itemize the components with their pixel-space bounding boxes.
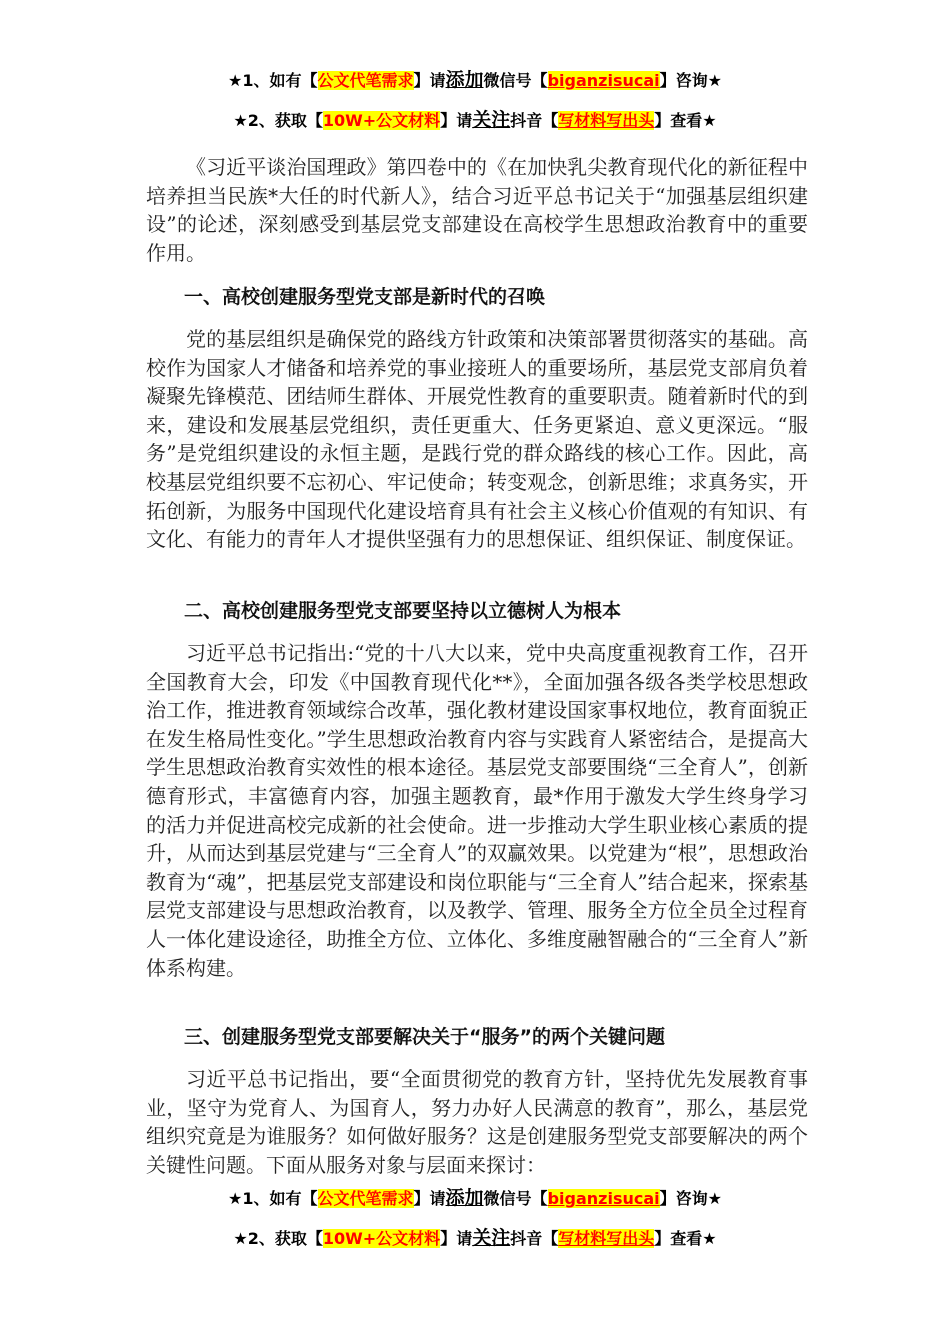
highlight-text: 10W+公文材料 [322, 1229, 441, 1248]
emphasis-text: 关注 [472, 109, 511, 131]
banner-text: 抖音【 [510, 1229, 559, 1248]
section-heading-3: 三、创建服务型党支部要解决关于“服务”的两个关键问题 [184, 1026, 665, 1048]
wechat-id-highlight: biganzisucai [547, 71, 660, 90]
section-heading-1: 一、高校创建服务型党支部是新时代的召唤 [184, 286, 546, 308]
banner-text: 】请 [440, 1229, 473, 1248]
promo-banner-bottom-line2 [0, 1226, 950, 1251]
section-paragraph-3: 习近平总书记指出，要“全面贯彻党的教育方针，坚持优先发展教育事业，坚守为党育人、为国育人，努力办好人民满意的教育”，那么，基层党组织究竟是为谁服务？如何做好服务？这是创建服务型党支部要解决的两个关键性问题。下面从服务对象与层面来探讨： [146, 1067, 808, 1177]
section-heading-2: 二、高校创建服务型党支部要坚持以立德树人为根本 [184, 600, 622, 622]
banner-text: 】查看★ [654, 1229, 717, 1248]
douyin-id-highlight: 写材料写出头 [558, 111, 655, 130]
banner-text: 】请 [413, 1189, 446, 1208]
banner-text: 】请 [440, 111, 473, 130]
banner-text: 】咨询★ [659, 71, 722, 90]
banner-text: 】咨询★ [659, 1189, 722, 1208]
banner-text: ★2、获取【 [233, 111, 323, 130]
promo-banner-top-line2 [0, 108, 950, 133]
promo-banner-bottom-line1 [0, 1186, 950, 1211]
banner-text: 抖音【 [510, 111, 559, 130]
promo-banner-top-line1 [0, 68, 950, 93]
highlight-text: 10W+公文材料 [322, 111, 441, 130]
emphasis-text: 关注 [472, 1227, 511, 1249]
banner-text: 】查看★ [654, 111, 717, 130]
wechat-id-highlight: biganzisucai [547, 1189, 660, 1208]
emphasis-text: 添加 [445, 69, 484, 91]
banner-text: ★1、如有【 [228, 1189, 318, 1208]
banner-text: 微信号【 [483, 1189, 548, 1208]
banner-text: ★2、获取【 [233, 1229, 323, 1248]
section-paragraph-1: 党的基层组织是确保党的路线方针政策和决策部署贯彻落实的基础。高校作为国家人才储备和培养党的事业接班人的重要场所，基层党支部肩负着凝聚先锋模范、团结师生群体、开展党性教育的重要职责。随着新时代的到来，建设和发展基层党组织，责任更重大、任务更紧迫、意义更深远。“服务”是党组织建设的永恒主题，是践行党的群众路线的核心工作。因此，高校基层党组织要不忘初心、牢记使命；转变观念，创新思维；求真务实，开拓创新，为服务中国现代化建设培育具有社会主义核心价值观的有知识、有文化、有能力的青年人才提供坚强有力的思想保证、组织保证、制度保证。 [146, 327, 808, 552]
section-paragraph-2: 习近平总书记指出:“党的十八大以来，党中央高度重视教育工作，召开全国教育大会，印发《中国教育现代化**》，全面加强各级各类学校思想政治工作，推进教育领域综合改革，强化教材建设国家事权地位，教育面貌正在发生格局性变化。”学生思想政治教育内容与实践育人紧密结合，是提高大学生思想政治教育实效性的根本途径。基层党支部要围绕“三全育人”，创新德育形式，丰富德育内容，加强主题教育，最*作用于激发大学生终身学习的活力并促进高校完成新的社会使命。进一步推动大学生职业核心素质的提升，从而达到基层党建与“三全育人”的双赢效果。以党建为“根”，思想政治教育为“魂”，把基层党支部建设和岗位职能与“三全育人”结合起来，探索基层党支部建设与思想政治教育，以及教学、管理、服务全方位全员全过程育人一体化建设途径，助推全方位、立体化、多维度融智融合的“三全育人”新体系构建。 [146, 641, 808, 980]
emphasis-text: 添加 [445, 1187, 484, 1209]
intro-paragraph: 《习近平谈治国理政》第四卷中的《在加快乳尖教育现代化的新征程中培养担当民族*大任的时代新人》，结合习近平总书记关于“加强基层组织建设”的论述，深刻感受到基层党支部建设在高校学生思想政治教育中的重要作用。 [146, 155, 808, 265]
banner-text: 】请 [413, 71, 446, 90]
highlight-text: 公文代笔需求 [317, 1189, 414, 1208]
douyin-id-highlight: 写材料写出头 [558, 1229, 655, 1248]
banner-text: ★1、如有【 [228, 71, 318, 90]
banner-text: 微信号【 [483, 71, 548, 90]
highlight-text: 公文代笔需求 [317, 71, 414, 90]
